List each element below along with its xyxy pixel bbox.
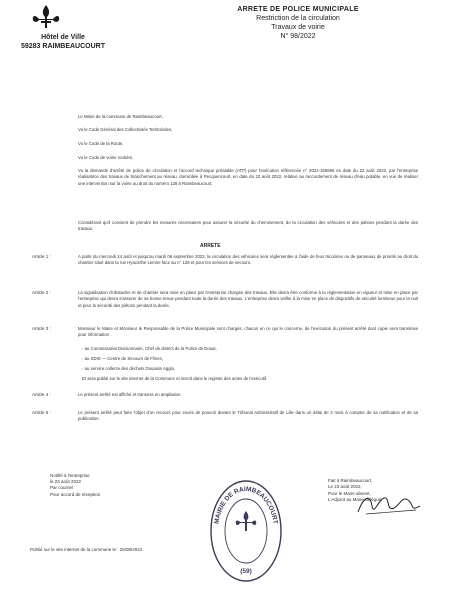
notification-line: Par courriel (50, 485, 74, 491)
signature-line: L'Adjoint au Maire délégué. (328, 497, 383, 503)
publication-notice: Publié sur le site internet de la commune le : 25/08/2022 (30, 547, 143, 552)
document-title: ARRETE DE POLICE MUNICIPALE (237, 6, 359, 13)
arrete-heading: ARRETE (200, 243, 221, 249)
document-number: N° 98/2022 (280, 33, 316, 40)
article-text: La signalisation d'obstacles et de chantier sera mise en place par l'entreprise chargée des travaux. Elle devra être conforme à la réglementation en vigueur et mise en place par l'entreprise qui devra s'assurer de sa bonne tenue pendant toute la durée des travaux. L'entreprise devra veiller à la mise en place de dispositifs de sécurité lumineux pour la nuit et pour la sécurité des piétons pendant la durée. (78, 290, 418, 308)
article-label: Article 4 : (32, 392, 51, 397)
notification-line: Pour accord de réception (50, 491, 101, 497)
considering-clause: Considérant qu'il convient de prendre les mesures nécessaires pour assurer la sécurité du cheminement, de la circulation des véhicules et des piétons pendant la durée des travaux, (78, 220, 418, 232)
article-label: Article 5 : (32, 410, 51, 415)
article-text: Le présent arrêté peut faire l'objet d'un recours pour excès de pouvoir devant le Tribunal Administratif de Lille dans un délai de 2 mois à compter de sa notification et de sa publication. (78, 410, 418, 422)
signature-line: Le 23 août 2022, (328, 484, 362, 490)
stamp-department: (59) (240, 568, 252, 575)
recipient-item: - au service collecte des déchets Douaisis Agglo, (82, 366, 176, 371)
article-label: Article 1 : (32, 254, 51, 259)
recipient-item: - au Commissariat Divisionnaire, Chef de district de la Police de Douai, (82, 346, 217, 351)
signature-line: Pour le Maire absent, (328, 490, 371, 496)
recipient-item: - au SDIS — Centre de Secours de Flines, (82, 356, 163, 361)
article-text: Le présent arrêté est affiché et transmis en ampliation. (78, 392, 182, 397)
town-postal-address: 59283 RAIMBEAUCOURT (20, 43, 106, 50)
preamble-line: Vu le Code de voirie routière, (78, 155, 134, 160)
town-hall-name: Hôtel de Ville (41, 34, 85, 41)
svg-text:MAIRIE DE RAIMBEAUCOURT: MAIRIE DE RAIMBEAUCOURT (213, 485, 279, 525)
notification-line: le 23 août 2022 (50, 479, 82, 485)
document-subtitle: Restriction de la circulation (256, 15, 340, 22)
document-header (218, 5, 378, 41)
article-label: Article 2 : (32, 290, 51, 295)
handwritten-signature (356, 490, 426, 520)
recipient-item: Et sera publié sur le site internet de la Commune et inscrit dans le registre des actes de l'exécutif. (82, 376, 268, 381)
signature-line: Fait à Raimbeaucourt, (328, 478, 373, 483)
preamble-line: Le Maire de la commune de Raimbeaucourt, (78, 114, 163, 119)
fleur-de-lis-icon (30, 4, 62, 30)
notification-line: Notifié à l'entreprise (50, 473, 90, 478)
document-subject: Travaux de voirie (271, 24, 325, 31)
vu-request: Vu la demande d'arrêté de police de circulation et l'accord technique préalable (ATP) pour l'exécution référencée n° 2022-156585 en date du 22 août 2022, par l'entreprise réalisatrice des travaux de branchement au réseau, domiciliée à Pecquencourt, en date du 22 août 2022, relative au raccordement de réseau d'eau potable, en vue de réaliser une intervention sur la voirie au droit du numéro 128 à Raimbeaucourt, (78, 168, 418, 186)
preamble-line: Vu le Code de la Route, (78, 141, 124, 146)
mairie-stamp (208, 477, 284, 585)
article-text: Monsieur le Maire et Monsieur le Responsable de la Police Municipale sont chargés, chacun en ce qui le concerne, de l'exécution du présent arrêté dont copie sera transmise pour information : (78, 326, 418, 338)
article-label: Article 3 : (32, 326, 51, 331)
preamble-line: Vu le Code Général des Collectivités Territoriales, (78, 127, 173, 132)
notification-block (50, 473, 100, 498)
article-text: A partir du mercredi 24 août et jusqu'au mardi 06 septembre 2022, la circulation des véhicules sera réglementée à l'aide de feux tricolores ou de panneaux de priorité au droit du chantier situé dans la rue Hyacinthe Lemire face au n° 128 et pour les services de secours. (78, 254, 418, 266)
town-hall-address (8, 33, 118, 51)
